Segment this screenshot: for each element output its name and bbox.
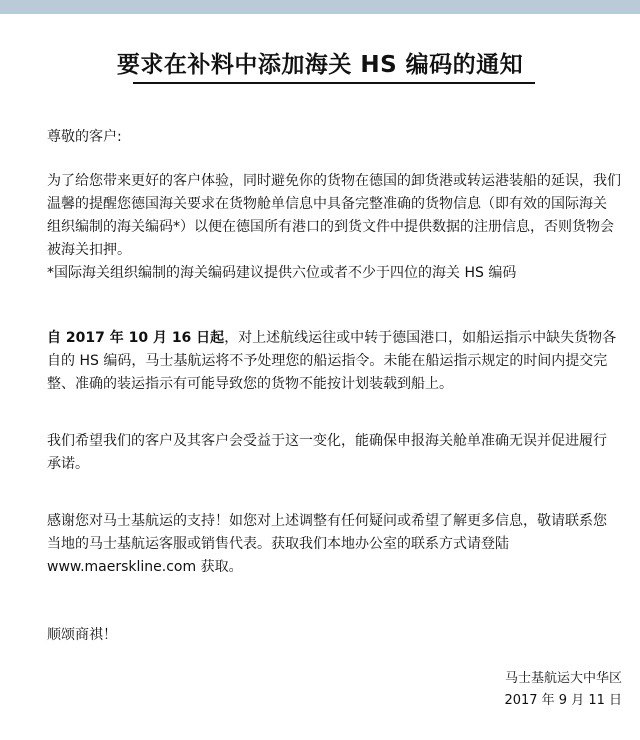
paragraph-1-line: 为了给您带来更好的客户体验，同时避免你的货物在德国的卸货港或转运港装船的延误，我们 <box>47 173 621 189</box>
paragraph-2-line-1 <box>47 327 637 350</box>
paragraph-2 <box>47 327 637 396</box>
paragraph-2-line-2: 自的 HS 编码，马士基航运将不予处理您的船运指令。未能在船运指示规定的时间内提交完 <box>47 353 608 369</box>
paragraph-2-line-1-rest: ，对上述航线运往或中转于德国港口，如船运指示中缺失货物各 <box>224 330 617 346</box>
paragraph-4-line: 感谢您对马士基航运的支持！如您对上述调整有任何疑问或希望了解更多信息，敬请联系您 <box>47 513 607 529</box>
paragraph-1-line: 温馨的提醒您德国海关要求在货物舱单信息中具备完整准确的货物信息（即有效的国际海关 <box>47 196 607 212</box>
paragraph-3-line: 承诺。 <box>47 456 89 472</box>
paragraph-4-line: 当地的马士基航运客服或销售代表。获取我们本地办公室的联系方式请登陆 <box>47 536 509 552</box>
paragraph-3 <box>47 430 637 476</box>
notice-title: 要求在补料中添加海关 HS 编码的通知 <box>116 52 524 78</box>
paragraph-1 <box>47 170 637 285</box>
closing <box>47 624 637 647</box>
footnote: *国际海关组织编制的海关编码建议提供六位或者不少于四位的海关 HS 编码 <box>47 265 517 281</box>
effective-date: 自 2017 年 10 月 16 日起 <box>47 330 225 346</box>
paragraph-3-line: 我们希望我们的客户及其客户会受益于这一变化，能确保申报海关舱单准确无误并促进履行 <box>47 433 607 449</box>
paragraph-1-line: 被海关扣押。 <box>47 242 131 258</box>
maersk-website-line: www.maerskline.com 获取。 <box>47 559 243 575</box>
signature-org: 马士基航运大中华区 <box>504 671 622 686</box>
paragraph-1-line: 组织编制的海关编码*）以便在德国所有港口的到货文件中提供数据的注册信息，否则货物会 <box>47 219 614 235</box>
paragraph-4 <box>47 510 637 579</box>
closing-text: 顺颂商祺！ <box>47 627 117 643</box>
title-underline <box>133 82 535 84</box>
signature-date: 2017 年 9 月 11 日 <box>504 693 622 708</box>
greeting-text: 尊敬的客户: <box>47 129 122 145</box>
paragraph-2-line-3: 整、准确的装运指示有可能导致您的货物不能按计划装载到船上。 <box>47 376 453 392</box>
greeting <box>47 126 637 149</box>
